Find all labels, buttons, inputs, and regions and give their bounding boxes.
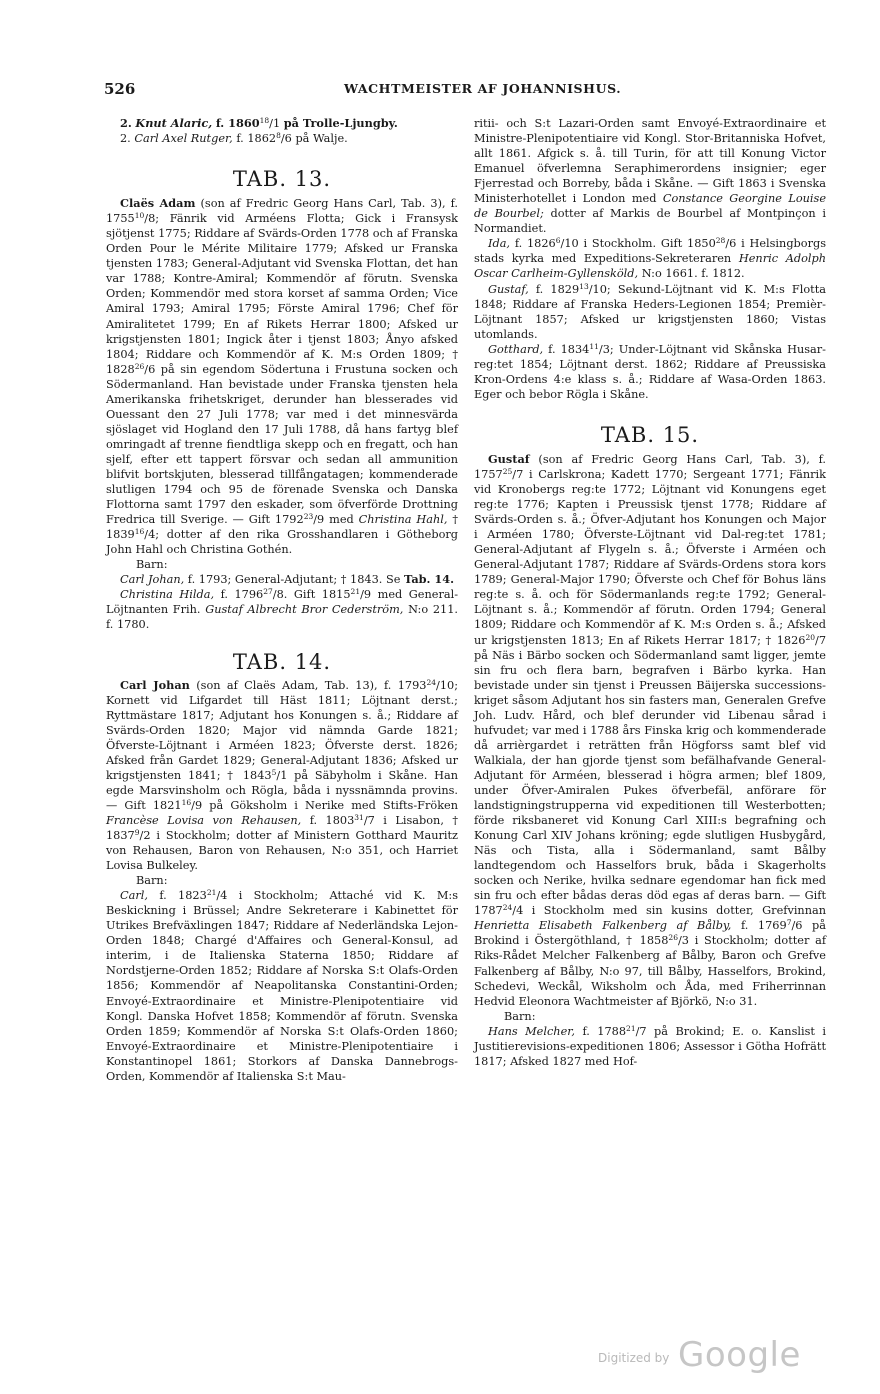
- page-number: 526: [104, 80, 136, 98]
- entry-number: 2.: [120, 116, 132, 130]
- date-slash: /: [276, 768, 281, 782]
- text: i Stockholm; dotter af Ministern Gotthard Mauritz von Rehausen, Baron von Rehausen, N:o 351, och Harriet Lovisa Bulkeley.: [106, 829, 458, 873]
- child-carl-johan: [106, 572, 458, 587]
- date-sub: 4: [148, 528, 156, 542]
- date-sup: 23: [303, 512, 314, 522]
- text: f. 1769: [740, 919, 787, 933]
- text: i Lisabon, † 1837: [106, 813, 459, 843]
- text: dotter af Markis de Bourbel af Montpinçon i Normandiet.: [474, 207, 826, 236]
- text: (son af Fredric Georg Hans Carl, Tab. 3), f. 1755: [106, 197, 458, 226]
- date-sup: 26: [668, 933, 678, 943]
- date-sub: 3: [681, 934, 689, 948]
- date-sup: 31: [354, 812, 364, 822]
- date-sub: 10: [439, 678, 455, 692]
- date-slash: /: [677, 934, 682, 948]
- tab-13-heading: TAB. 13.: [232, 167, 332, 192]
- date-sub: 6: [795, 919, 803, 933]
- date-sub: 10: [592, 282, 607, 296]
- date-sup: 6: [555, 236, 561, 246]
- date-slash: /: [363, 813, 368, 827]
- text: ; Sekund-Löjtnant vid K. M:s Flotta 1848; Riddare af Franska Heders-Legionen 1854; Premièr-Löjtnant 1857; Afsked ur krigstjensten 1860; Vistas utomlands.: [474, 282, 826, 341]
- child-carl: [106, 888, 458, 1084]
- date-slash: /: [635, 1024, 640, 1038]
- spouse-name: Henric Adolph Oscar Carlheim-Gyllensköld,: [474, 252, 827, 281]
- person-name: Carl Johan: [120, 677, 190, 692]
- text: f. 1803: [309, 813, 355, 827]
- date-slash: /: [588, 282, 593, 296]
- date-sub: 6: [148, 362, 156, 376]
- google-logo: Google: [678, 1335, 801, 1375]
- date-sup: 7: [786, 918, 792, 928]
- text: f. 1793; General-Adjutant; † 1843. Se: [187, 573, 401, 587]
- text: N:o 1661. f. 1812.: [641, 267, 745, 281]
- date-slash: /: [313, 513, 318, 527]
- entry-knut-alaric: [106, 116, 458, 131]
- date-sup: 18: [259, 116, 270, 125]
- spouse-name: Henrietta Elisabeth Falkenberg af Bålby,: [474, 919, 732, 933]
- date-sup: 21: [626, 1023, 636, 1033]
- children-label: Barn:: [136, 874, 168, 888]
- entry-gustaf: [474, 452, 826, 1009]
- entry-carl-axel: [106, 131, 458, 146]
- date-sub: 8: [148, 212, 156, 226]
- place: på Walje.: [295, 132, 348, 146]
- text: i Helsingborgs stads kyrka med Expeditions-Sekreteraren: [474, 237, 827, 266]
- tab-15-heading: TAB. 15.: [600, 422, 700, 447]
- date-slash: /: [360, 588, 364, 602]
- date-sub: 8: [276, 588, 284, 602]
- children-label: Barn:: [136, 558, 168, 572]
- text: f. 1788: [582, 1024, 627, 1038]
- child-hans-melcher: [474, 1024, 826, 1069]
- date-sup: 11: [589, 341, 599, 351]
- child-gustaf: [474, 282, 826, 342]
- spouse-name: Gustaf Albrecht Bror Cederström,: [205, 603, 404, 617]
- date-slash: /: [598, 342, 603, 356]
- running-head: WACHTMEISTER AF JOHANNISHUS.: [344, 81, 622, 96]
- date-sup: 8: [276, 131, 281, 141]
- date-sub: 7: [516, 467, 524, 481]
- text: † 1839: [106, 513, 458, 542]
- birth-date: f. 1860: [215, 116, 260, 130]
- date-slash: /: [272, 588, 277, 602]
- date-slash: /: [144, 528, 149, 542]
- text: i Stockholm med sin kusins dotter, Grefvinnan: [531, 904, 826, 918]
- date-sub: 1: [280, 768, 288, 782]
- child-carl-continued: [474, 116, 826, 236]
- person-name: Gustaf,: [488, 282, 529, 296]
- date-sub: 6: [284, 132, 292, 146]
- child-ida: [474, 236, 826, 281]
- tab-reference: Tab. 14.: [404, 572, 455, 587]
- date-sup: 25: [502, 466, 513, 476]
- text: f. 1829: [535, 282, 580, 296]
- text: f. 1796: [220, 588, 264, 602]
- text: på Brokind; E. o. Kanslist i Justitierevisions-expeditionen 1806; Assessor i Götha Hofrätt 1817; Afsked 1827 med Hof-: [474, 1024, 826, 1068]
- date-slash: /: [560, 237, 565, 251]
- date-sup: 5: [271, 767, 277, 777]
- text: med: [329, 513, 354, 527]
- date-sub: 7: [367, 813, 375, 827]
- text: ; dotter af den rika Grosshandlaren i Götheborg John Hahl och Christina Gothén.: [106, 528, 458, 557]
- text: f. 1834: [548, 342, 590, 356]
- tab-14-heading: TAB. 14.: [232, 649, 332, 674]
- entry-number: 2.: [120, 132, 131, 146]
- date-slash: /: [512, 467, 517, 481]
- spouse-name: Francèse Lovisa von Rehausen,: [106, 813, 302, 827]
- date-sup: 16: [134, 527, 145, 537]
- entry-carl-johan: [106, 678, 458, 874]
- date-sub: 6: [729, 237, 737, 251]
- date-sup: 16: [181, 797, 192, 807]
- date-slash: /: [139, 829, 144, 843]
- person-name: Ida,: [488, 237, 511, 251]
- date-sup: 13: [579, 281, 589, 291]
- left-column: [106, 116, 458, 1084]
- date-slash: /: [512, 904, 517, 918]
- date-sub: 2: [143, 829, 151, 843]
- date-sup: 24: [426, 677, 437, 687]
- date-slash: /: [216, 889, 221, 903]
- person-name: Christina Hilda,: [120, 588, 215, 602]
- date-slash: /: [791, 919, 796, 933]
- text: på Göksholm i Nerike med Stifts-Fröken: [209, 798, 459, 812]
- date-sup: 28: [715, 236, 726, 246]
- date-slash: /: [269, 117, 273, 130]
- text: (son af Fredric Georg Hans Carl, Tab. 3), f. 1757: [474, 452, 826, 481]
- place: på Trolle-Ljungby.: [283, 116, 398, 130]
- text: ; Kornett vid Lifgardet till Häst 1811; Löjtnant derst.; Ryttmästare 1817; Adjutant hos Konungen s. å.; Riddare af Svärds-Orden 1820; Major vid nämnda Garde 1821; Öfverste-Löjtnant i Arméen 1823; Öfverste derst. 1826; Afsked från Gardet 1829; General-Adjutant 1836; Afsked ur krigstjensten 1841; † 1843: [106, 678, 459, 782]
- date-sup: 20: [805, 632, 815, 642]
- date-sub: 9: [194, 798, 203, 812]
- text: ; Under-Löjtnant vid Skånska Husar-reg:tet 1854; Löjtnant derst. 1862; Riddare af Preussiska Kron-Ordens 4:e klass s. å.; Riddare af Wasa-Orden 1863. Eger och bebor Rögla i Skåne.: [474, 342, 826, 401]
- text: f. 1823: [159, 889, 207, 903]
- text: f. 1826: [514, 237, 556, 251]
- birth-date: f. 1862: [236, 132, 277, 146]
- person-name: Carl Axel Rutger,: [134, 132, 233, 146]
- date-sup: 26: [134, 361, 145, 371]
- page-header: [104, 80, 804, 100]
- date-sub: 7: [818, 633, 826, 647]
- date-sup: 21: [350, 587, 361, 597]
- child-gotthard: [474, 342, 826, 402]
- entry-claes-adam: [106, 196, 458, 557]
- person-name: Claës Adam: [120, 196, 196, 211]
- date-sup: 21: [206, 888, 217, 898]
- date-sup: 24: [502, 903, 513, 913]
- date-sub: 4: [220, 889, 228, 903]
- person-name: Carl Johan,: [120, 573, 185, 587]
- text: på sin egendom Södertuna i Frustuna socken och Södermanland. Han bevistade under Franska tjensten hela Amerikanska frihetskriget, derunder han blesserades vid Ouessant den 27 Juli 1778; var med i det minnesvärda sjöslaget vid Hogland den 17 Juli 1788, då hans fartyg blef omringadt af trenne fiendtliga skepp och en fregatt, och han sjelf, efter ett tappert försvar och sedan all ammunition blifvit bortskjuten, blesserad tillfångatagen; kommenderade slutligen 1794 och 95 de förenade Svenska och Danska Flottorna samt 1797 den eskader, som öfverförde Drottning Fredrica till Sverige. — Gift 1792: [106, 362, 458, 527]
- date-slash: /: [144, 212, 149, 226]
- date-sub: 9: [317, 513, 325, 527]
- date-sup: 10: [134, 211, 145, 221]
- spouse-name: Christina Hahl,: [358, 513, 448, 527]
- date-sub: 10: [564, 237, 579, 251]
- date-slash: /: [144, 362, 149, 376]
- person-name: Carl,: [120, 889, 148, 903]
- text: (son af Claës Adam, Tab. 13), f. 1793: [196, 678, 427, 692]
- date-slash: /: [436, 678, 440, 692]
- digitized-by-label: Digitized by: [598, 1351, 670, 1365]
- child-christina-hilda: [106, 587, 458, 632]
- person-name: Gotthard,: [488, 342, 544, 356]
- person-name: Gustaf: [488, 451, 530, 466]
- date-slash: /: [815, 633, 819, 647]
- text: ; Fänrik vid Arméens Flotta; Gick i Fransysk sjötjenst 1775; Riddare af Svärds-Orden 1778 och af Franska Orden Pour le Mérite Militaire 1779; Afsked ur Franska tjensten 1783; General-Adjutant vid Svenska Flottan, det han var 1788; Kontre-Amiral; Kommendör af förutn. Svenska Orden; Kommendör med stora korset af samma Orden; Vice Amiral 1793; Amiral 1795; Förste Amiral 1796; Chef för Amiralitetet 1799; En af Rikets Herrar 1800; Afsked ur krigstjensten 1801; Ingick åter i tjenst 1803; Ånyo afsked 1804; Riddare och Kommendör af K. M:s Orden 1809; † 1828: [106, 212, 458, 376]
- spouse-name: Constance Georgine Louise de Bourbel;: [474, 192, 826, 221]
- text: i Stockholm; Attaché vid K. M:s Beskickning i Brüssel; Andre Sekreterare i Kabinettet för Utrikes Brefväxlingen 1847; Riddare af Nederländska Lejon-Orden 1848; Chargé d'Affaires och General-Konsul, ad interim, i de Italienska Staterna 1850; Riddare af Nordstjerne-Orden 1852; Riddare af Norska S:t Olafs-Orden 1856; Kommendör af Neapolitanska Constantini-Orden; Envoyé-Extraordinaire et Ministre-Plenipotentiaire vid Kongl. Danska Hofvet 1858; Kommendör af förutn. Svenska Orden 1859; Kommendör af Norska S:t Olafs-Orden 1860; Envoyé-Extraordinaire et Ministre-Plenipotentiaire i Konstantinopel 1861; Storkors af Danska Dannebrogs-Orden, Kommendör af Italienska S:t Mau-: [106, 889, 459, 1083]
- date-sub: 9: [363, 588, 372, 602]
- text: på Säbyholm i Skåne. Han egde Marsvinsholm och Rögla, båda i nyssnämnda provins. — Gift 1821: [106, 768, 459, 812]
- text: ritii- och S:t Lazari-Orden samt Envoyé-Extraordinaire et Ministre-Plenipotentiaire vid Kongl. Stor-Britanniska Hofvet, allt 1861. Afgick s. å. till Turin, för att till Konung Victor Emanuel öfverlemna Seraphimerordens insignier; eger Fjerrestad och Borreby, båda i Skåne. — Gift 1863 i Svenska Ministerhotellet i London med: [474, 117, 826, 206]
- date-sup: 27: [263, 587, 273, 597]
- date-sub: 3: [602, 342, 610, 356]
- date-sub: 1: [272, 117, 281, 130]
- text: . Gift 1815: [283, 588, 351, 602]
- date-slash: /: [725, 237, 730, 251]
- text: i Carlskrona; Kadett 1770; Sergeant 1771; Fänrik vid Kronobergs reg:te 1772; Löjtnant vid Konungens eget reg:te 1776; Kapten i Preussisk tjenst 1778; Riddare af Svärds-Orden s. å.; Öfver-Adjutant hos Konungen och Major i Arméen 1780; Öfverste-Löjtnant vid Dal-reg:tet 1781; General-Adjutant af Flygeln s. å.; Öfverste i Arméen och General-Adjutant 1787; Riddare af Svärds-Ordens stora kors 1789; General-Major 1790; Öfverste och Chef för Bohus läns reg:te s. å. och för Södermanlands reg:te 1792; General-Löjtnant s. å.; Kommendör af förutn. Orden 1794; General 1809; Riddare och Kommendör af K. M:s Orden s. å.; Afsked ur krigstjensten 1813; En af Rikets Herrar 1817; † 1826: [474, 467, 827, 647]
- date-slash: /: [191, 798, 195, 812]
- right-column: [474, 116, 826, 1069]
- text: på Näs i Bärbo socken och Södermanland samt ligger, jemte sin fru och flera barn, begrafven i Bärbo kyrka. Han bevistade under sin tjenst i Preussen Bäijerska successions-kriget såsom Adjutant hos sin fasters man, Generalen Grefve Joh. Ludv. Hård, och blef derunder vid Libenau sårad i hufvudet; var med i 1788 års Finska krig och kommenderade då arrièrgardet i reträtten från Högforss samt blef vid Walkiala, der han gjorde tjenst som befälhafvande General-Adjutant för Arméen, blesserad i högra armen; blef 1809, under Öfver-Amiralen Pukes öfverbefäl, anförare för landstigningstrupperna vid expeditionen till Westerbotten; förde riksbaneret vid Konung Carl XIII:s begrafning och Konung Carl XIV Johans kröning; egde slutligen Husbygård, Näs och Tista, alla i Södermanland, samt Bålby landtegendom och Hasselfors bruk, båda i Skagerholts socken och Nerike, hvilka sednare egendomar han fick med sin fru och efter bådas deras död egas af deras barn. — Gift 1787: [474, 648, 826, 918]
- text: i Stockholm. Gift 1850: [583, 237, 716, 251]
- text: i Stockholm; dotter af Riks-Rådet Melcher Falkenberg af Bålby, Baron och Grefve Falkenberg af Bålby, N:o 97, till Bålby, Hasselfors, Brokind, Schedevi, Weckål, Wiksholm och Åda, med Friherrinnan Hedvid Eleonora Wachtmeister af Björkö, N:o 31.: [474, 934, 827, 1008]
- date-sup: 9: [134, 828, 140, 838]
- date-slash: /: [280, 132, 285, 146]
- person-name: Hans Melcher,: [488, 1024, 576, 1038]
- date-sub: 4: [516, 904, 524, 918]
- text: på Brokind i Östergöthland, † 1858: [474, 919, 827, 948]
- text: med General-Löjtnanten Frih.: [106, 588, 459, 617]
- children-label: Barn:: [504, 1009, 536, 1023]
- text: N:o 211. f. 1780.: [106, 603, 458, 632]
- date-sub: 7: [639, 1024, 647, 1038]
- person-name: Knut Alaric,: [135, 116, 213, 130]
